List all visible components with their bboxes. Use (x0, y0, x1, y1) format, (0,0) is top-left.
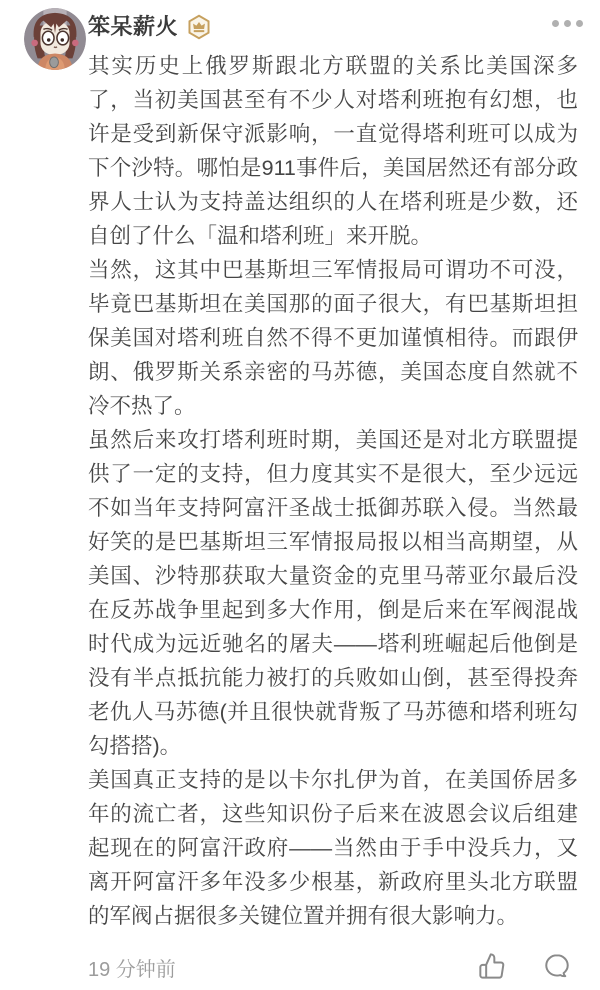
avatar-illustration (24, 8, 86, 70)
thumbs-up-icon (478, 952, 506, 980)
post-paragraph: 虽然后来攻打塔利班时期，美国还是对北方联盟提供了一定的支持，但力度其实不是很大，至少远远不如当年支持阿富汗圣战士抵御苏联入侵。当然最好笑的是巴基斯坦三军情报局报以相当高期望，从美国、沙特那获取大量资金的克里马蒂亚尔最后没在反苏战争里起到多大作用，倒是后来在军阀混战时代成为远近驰名的屠夫——塔利班崛起后他倒是没有半点抵抗能力被打的兵败如山倒，甚至得投奔老仇人马苏德(并且很快就背叛了马苏德和塔利班勾勾搭搭)。 (88, 428, 578, 758)
post-paragraph: 美国真正支持的是以卡尔扎伊为首，在美国侨居多年的流亡者，这些知识份子后来在波恩会议后组建起现在的阿富汗政府——当然由于手中没兵力，又离开阿富汗多年没多少根基，新政府里头北方联盟的军阀占据很多关键位置并拥有很大影响力。 (88, 768, 578, 928)
comment-bubble-icon (543, 952, 571, 980)
post-paragraph: 其实历史上俄罗斯跟北方联盟的关系比美国深多了，当初美国甚至有不少人对塔利班抱有幻想，也许是受到新保守派影响，一直觉得塔利班可以成为下个沙特。哪怕是911事件后，美国居然还有部分政界人士认为支持盖达组织的人在塔利班是少数，还自创了什么「温和塔利班」来开脱。 (88, 54, 578, 248)
like-button[interactable] (478, 952, 506, 980)
post-content (88, 49, 578, 933)
timestamp: 19 分钟前 (88, 959, 176, 981)
comment-button[interactable] (543, 952, 571, 980)
author-row (88, 12, 212, 42)
ellipsis-dot (552, 20, 559, 27)
ellipsis-dot (564, 20, 571, 27)
ellipsis-dot (576, 20, 583, 27)
avatar[interactable] (24, 8, 86, 70)
crown-member-badge-icon (186, 14, 212, 40)
author-name[interactable]: 笨呆薪火 (88, 14, 179, 39)
more-options-button[interactable] (552, 14, 583, 33)
post-paragraph: 当然，这其中巴基斯坦三军情报局可谓功不可没，毕竟巴基斯坦在美国那的面子很大，有巴基斯坦担保美国对塔利班自然不得不更加谨慎相待。而跟伊朗、俄罗斯关系亲密的马苏德，美国态度自然就不冷不热了。 (88, 258, 578, 418)
action-bar (478, 952, 571, 980)
